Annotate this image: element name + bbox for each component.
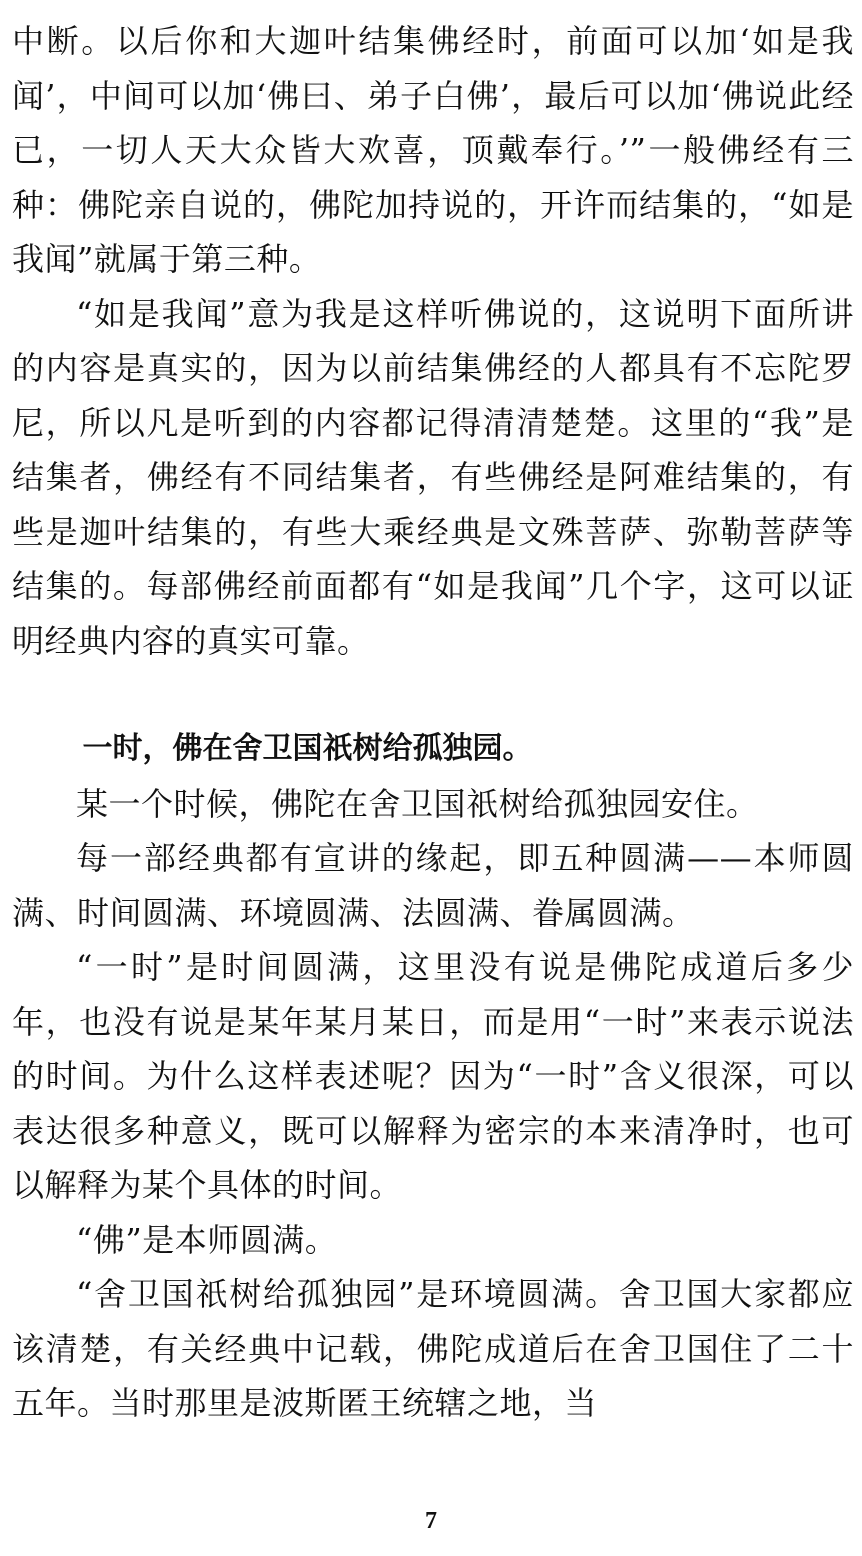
page-body xyxy=(12,14,854,1431)
paragraph-3: 某一个时候，佛陀在舍卫国祇树给孤独园安住。 xyxy=(76,784,759,823)
paragraph-6: “佛”是本师圆满。 xyxy=(76,1220,338,1259)
paragraph-7: “舍卫国祇树给孤独园”是环境圆满。舍卫国大家都应该清楚，有关经典中记载，佛陀成道后在舍卫国住了二十五年。当时那里是波斯匿王统辖之地，当 xyxy=(12,1275,854,1422)
paragraph-4: 每一部经典都有宣讲的缘起，即五种圆满——本师圆满、时间圆满、环境圆满、法圆满、眷属圆满。 xyxy=(12,839,854,932)
page-number: 7 xyxy=(425,1508,437,1534)
paragraph-5: “一时”是时间圆满，这里没有说是佛陀成道后多少年，也没有说是某年某月某日，而是用“一时”来表示说法的时间。为什么这样表述呢？因为“一时”含义很深，可以表达很多种意义，既可以解释为密宗的本来清净时，也可以解释为某个具体的时间。 xyxy=(12,948,854,1204)
scripture-heading: 一时，佛在舍卫国祇树给孤独园。 xyxy=(82,731,533,766)
paragraph-1: 中断。以后你和大迦叶结集佛经时，前面可以加‘如是我闻’，中间可以加‘佛曰、弟子白佛’，最后可以加‘佛说此经已，一切人天大众皆大欢喜，顶戴奉行。’”一般佛经有三种：佛陀亲自说的，佛陀加持说的，开许而结集的，“如是我闻”就属于第三种。 xyxy=(12,22,854,278)
paragraph-2: “如是我闻”意为我是这样听佛说的，这说明下面所讲的内容是真实的，因为以前结集佛经的人都具有不忘陀罗尼，所以凡是听到的内容都记得清清楚楚。这里的“我”是结集者，佛经有不同结集者，有些佛经是阿难结集的，有些是迦叶结集的，有些大乘经典是文殊菩萨、弥勒菩萨等结集的。每部佛经前面都有“如是我闻”几个字，这可以证明经典内容的真实可靠。 xyxy=(12,294,854,660)
section-gap xyxy=(12,668,854,722)
